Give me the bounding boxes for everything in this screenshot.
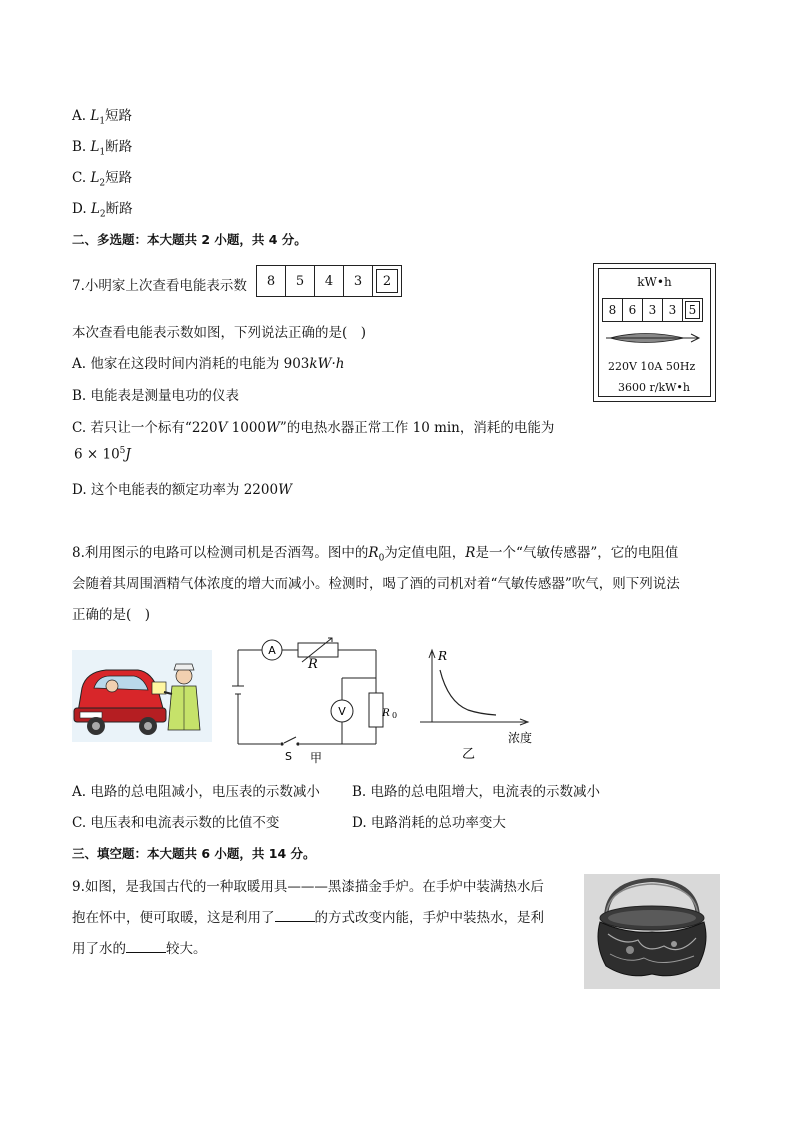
digit: 3	[642, 298, 662, 322]
q7-option-c-value: $6 \times 10^5J$	[74, 446, 131, 463]
meter-spec-2: 3600 r/kW•h	[618, 381, 690, 394]
digit: 3	[662, 298, 682, 322]
digit: 6	[622, 298, 642, 322]
q7-stem-2: 本次查看电能表示数如图，下列说法正确的是( )	[72, 325, 367, 341]
switch-label: S	[285, 750, 292, 763]
q6-option-c: C. $L_2$短路	[72, 170, 133, 189]
q9-line-1: 9.如图，是我国古代的一种取暖用具———黑漆描金手炉。在手炉中装满热水后	[72, 879, 544, 895]
voltmeter-label: V	[338, 705, 346, 718]
graph-x-label: 浓度	[508, 731, 533, 745]
drunk-driving-cartoon-image	[72, 650, 212, 742]
q6-option-b: B. $L_1$断路	[72, 139, 133, 158]
meter-unit: kW•h	[637, 275, 672, 289]
graph-y-label: R	[438, 649, 448, 663]
q8-line-3: 正确的是( )	[72, 607, 151, 623]
digit: 8	[602, 298, 622, 322]
q9-line-3: 用了水的 较大。	[72, 941, 207, 957]
q6-option-a: A. $L_1$短路	[72, 108, 133, 127]
fixed-resistor-label: R	[382, 708, 390, 719]
q7-option-a: A. 他家在这段时间内消耗的电能为 903kW·h	[72, 356, 345, 372]
q8-option-a: A. 电路的总电阻减小，电压表的示数减小	[72, 784, 320, 800]
meter-disc-icon	[604, 328, 704, 348]
digit: 4	[314, 265, 343, 297]
digit-decimal: 5	[682, 298, 703, 322]
q7-option-b: B. 电能表是测量电功的仪表	[72, 388, 240, 404]
energy-meter-figure	[593, 263, 716, 402]
answer-blank-1[interactable]	[275, 909, 315, 922]
fixed-resistor-sub: 0	[392, 711, 398, 720]
q9-line-2: 抱在怀中，便可取暖，这是利用了 的方式改变内能，手炉中装热水，是利	[72, 910, 544, 926]
q7-option-c: C. 若只让一个标有“220V 1000W”的电热水器正常工作 10 min，消耗的电能为	[72, 420, 555, 436]
resistance-concentration-graph	[414, 644, 544, 764]
digit-decimal: 2	[372, 265, 402, 297]
figure-yi-label: 乙	[462, 747, 476, 762]
q8-line-2: 会随着其周围酒精气体浓度的增大而减小。检测时，喝了酒的司机对着“气敏传感器”吹气，则下列说法	[72, 576, 680, 592]
q8-option-d: D. 电路消耗的总功率变大	[352, 815, 506, 831]
q6-option-d: D. $L_2$断路	[72, 201, 133, 220]
q8-option-b: B. 电路的总电阻增大，电流表的示数减小	[352, 784, 601, 800]
q7-stem: 7.小明家上次查看电能表示数	[72, 278, 247, 294]
answer-blank-2[interactable]	[126, 940, 166, 953]
sensor-resistor-label: R	[308, 657, 318, 672]
digit: 8	[256, 265, 285, 297]
q7-previous-reading	[256, 265, 402, 297]
ammeter-label: A	[268, 644, 276, 657]
section-3-heading: 三、填空题：本大题共 6 小题，共 14 分。	[72, 846, 316, 861]
meter-spec-1: 220V 10A 50Hz	[608, 360, 696, 373]
meter-digits	[602, 298, 703, 322]
q8-option-c: C. 电压表和电流表示数的比值不变	[72, 815, 280, 831]
hand-warmer-photo	[584, 874, 720, 989]
digit: 3	[343, 265, 372, 297]
figure-jia-label: 甲	[310, 751, 323, 765]
q8-line-1: 8.利用图示的电路可以检测司机是否酒驾。图中的$R_0$为定值电阻，R是一个“气敏传感器”，它的电阻值	[72, 545, 679, 564]
digit: 5	[285, 265, 314, 297]
q7-option-d: D. 这个电能表的额定功率为 2200W	[72, 482, 292, 498]
circuit-diagram	[228, 636, 398, 768]
section-2-heading: 二、多选题：本大题共 2 小题，共 4 分。	[72, 232, 307, 247]
